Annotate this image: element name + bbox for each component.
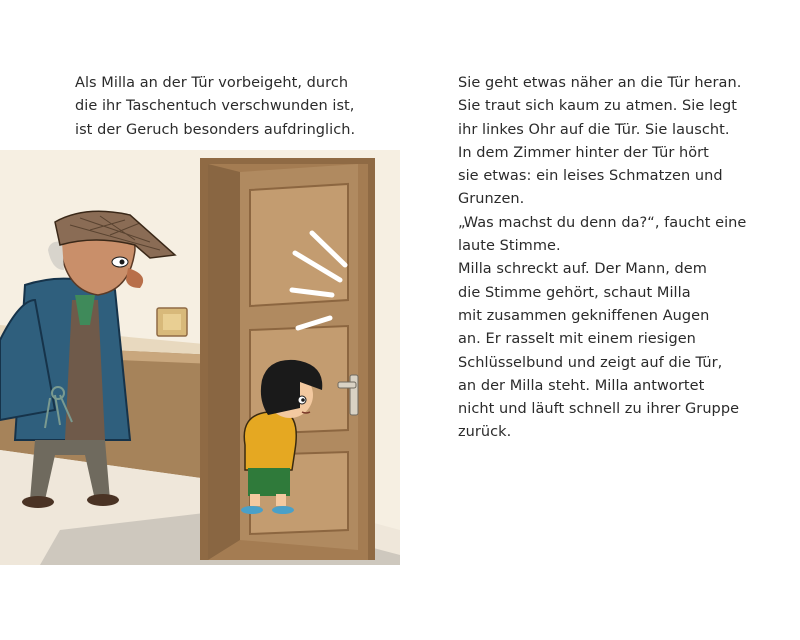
right-page (400, 0, 800, 640)
text-line: an. Er rasselt mit einem riesigen (458, 331, 696, 348)
text-line: an der Milla steht. Milla antwortet (458, 377, 705, 394)
text-line: Grunzen. (458, 191, 525, 208)
text-line: sie etwas: ein leises Schmatzen und (458, 168, 723, 185)
left-page-text (75, 72, 355, 142)
right-page-text (458, 72, 746, 445)
text-line: die Stimme gehört, schaut Milla (458, 284, 691, 301)
text-line: Milla schreckt auf. Der Mann, dem (458, 261, 707, 278)
text-line: Sie traut sich kaum zu atmen. Sie legt (458, 98, 738, 115)
text-line: zurück. (458, 424, 512, 441)
text-line: Schlüsselbund und zeigt auf die Tür, (458, 354, 723, 371)
story-illustration (0, 150, 400, 565)
text-line: Sie geht etwas näher an die Tür heran. (458, 75, 742, 91)
text-line: Als Milla an der Tür vorbeigeht, durch (75, 75, 349, 91)
text-line: nicht und läuft schnell zu ihrer Gruppe (458, 401, 740, 418)
text-line: laute Stimme. (458, 238, 561, 255)
text-line: mit zusammen gekniffenen Augen (458, 307, 710, 324)
door-handle (350, 375, 358, 415)
text-line: „Was machst du denn da?“, faucht eine (458, 214, 747, 231)
text-line: ist der Geruch besonders aufdringlich. (75, 121, 356, 138)
text-line: In dem Zimmer hinter der Tür hört (458, 144, 709, 161)
text-line: die ihr Taschentuch verschwunden ist, (75, 98, 355, 115)
text-line: ihr linkes Ohr auf die Tür. Sie lauscht. (458, 121, 730, 138)
